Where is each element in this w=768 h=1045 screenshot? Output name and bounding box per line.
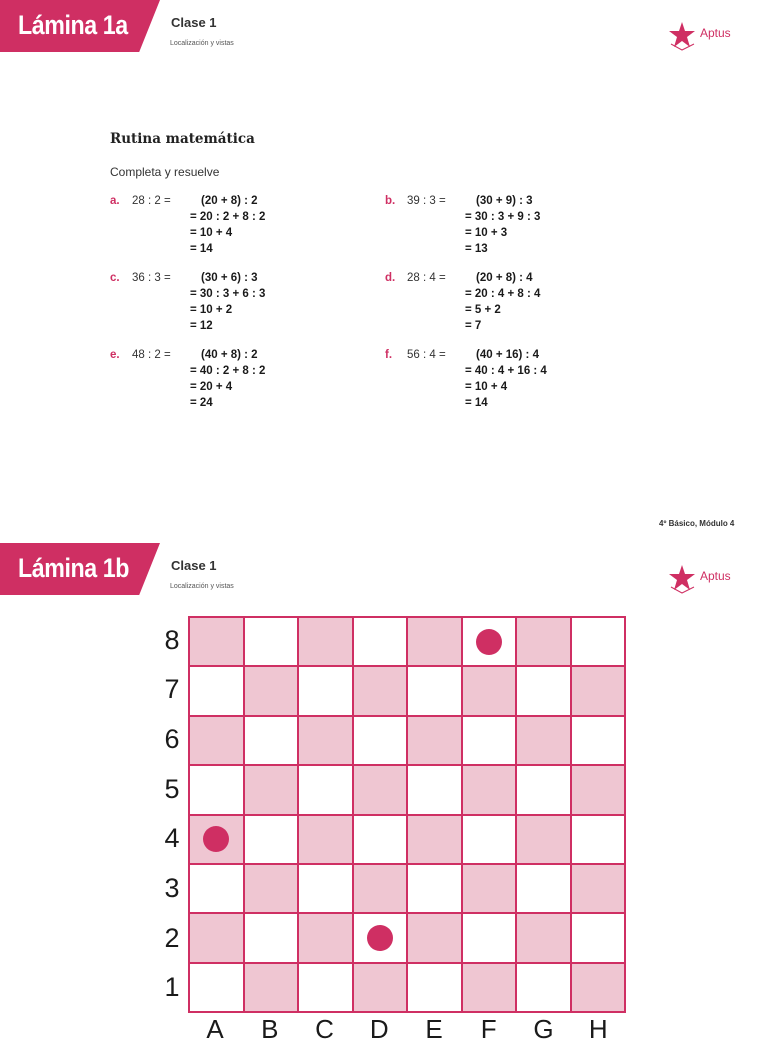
clase-subtitle: Localización y vistas (170, 40, 234, 47)
grid-cell-H6 (571, 716, 626, 765)
step: (40 + 16) : 4 (476, 349, 539, 361)
grid-cell-G3 (516, 864, 571, 913)
exercise-steps (465, 193, 540, 257)
grid-cell-B3 (244, 864, 299, 913)
aptus-logo-text: Aptus (700, 26, 731, 40)
column-label: B (261, 1014, 279, 1044)
section-title: Rutina matemática (110, 131, 255, 147)
exercise-problem: 56 : 4 = (407, 349, 446, 361)
grid-cell-C2 (298, 913, 353, 962)
step: (40 + 8) : 2 (201, 349, 258, 361)
grid-cell-F1 (462, 963, 517, 1012)
grid-cell-B8 (244, 617, 299, 666)
step: = 7 (465, 320, 482, 332)
grid-cell-E7 (407, 666, 462, 715)
exercise-steps (465, 270, 540, 334)
step: = 13 (465, 243, 488, 255)
exercise-letter: c. (110, 272, 120, 284)
grid-cell-F2 (462, 913, 517, 962)
exercise-steps (190, 270, 265, 334)
footer-course: 4º Básico, Módulo 4 (659, 519, 735, 528)
step: = 10 + 3 (465, 227, 508, 239)
grid-cell-E5 (407, 765, 462, 814)
step: (20 + 8) : 4 (476, 272, 533, 284)
grid-cell-C5 (298, 765, 353, 814)
grid-cell-F3 (462, 864, 517, 913)
grid-cell-H1 (571, 963, 626, 1012)
grid-cell-A7 (189, 666, 244, 715)
row-label: 6 (164, 724, 180, 755)
marker-dot-D2 (367, 925, 393, 951)
clase-subtitle: Localización y vistas (170, 583, 234, 590)
exercise-letter: a. (110, 195, 120, 207)
grid-cell-D8 (353, 617, 408, 666)
grid-cell-H4 (571, 815, 626, 864)
grid-cell-F8 (462, 617, 517, 666)
column-label: C (315, 1014, 334, 1044)
instruction: Completa y resuelve (110, 165, 220, 179)
exercise-letter: d. (385, 272, 396, 284)
grid-cell-E4 (407, 815, 462, 864)
grid-cell-A4 (189, 815, 244, 864)
grid-cell-H7 (571, 666, 626, 715)
column-label: D (369, 1014, 389, 1044)
grid-cell-D3 (353, 864, 408, 913)
grid-cell-A6 (189, 716, 244, 765)
grid-cell-G1 (516, 963, 571, 1012)
column-label: A (206, 1014, 224, 1044)
clase-label: Clase 1 (171, 558, 217, 573)
step: = 20 : 2 + 8 : 2 (190, 211, 266, 223)
grid-cell-A3 (189, 864, 244, 913)
grid-cell-G7 (516, 666, 571, 715)
grid-cell-D4 (353, 815, 408, 864)
grid-cell-G8 (516, 617, 571, 666)
grid-cell-B1 (244, 963, 299, 1012)
grid-cell-G5 (516, 765, 571, 814)
clase-label: Clase 1 (171, 15, 217, 30)
row-label: 1 (164, 972, 180, 1003)
grid-cell-E2 (407, 913, 462, 962)
exercise-steps (190, 347, 265, 411)
step: = 14 (190, 243, 213, 255)
step: = 10 + 4 (465, 381, 508, 393)
step: = 40 : 2 + 8 : 2 (190, 365, 266, 377)
exercise-problem: 28 : 4 = (407, 272, 446, 284)
grid-cell-B7 (244, 666, 299, 715)
grid-cell-C3 (298, 864, 353, 913)
grid-cell-H3 (571, 864, 626, 913)
grid-cell-G2 (516, 913, 571, 962)
grid-cell-F5 (462, 765, 517, 814)
coordinate-grid (188, 616, 626, 1013)
exercise-problem: 36 : 3 = (132, 272, 171, 284)
grid-cell-C6 (298, 716, 353, 765)
grid-cell-D5 (353, 765, 408, 814)
grid-cell-B6 (244, 716, 299, 765)
exercise-letter: e. (110, 349, 120, 361)
step: = 10 + 4 (190, 227, 233, 239)
grid-cell-C7 (298, 666, 353, 715)
step: = 5 + 2 (465, 304, 501, 316)
row-label: 7 (164, 674, 180, 705)
exercise-problem: 28 : 2 = (132, 195, 171, 207)
step: (30 + 6) : 3 (201, 272, 258, 284)
column-label: H (588, 1014, 608, 1044)
grid-cell-D2 (353, 913, 408, 962)
grid-cell-D6 (353, 716, 408, 765)
banner-title: Lámina 1b (18, 553, 129, 583)
step: = 20 : 4 + 8 : 4 (465, 288, 541, 300)
step: = 40 : 4 + 16 : 4 (465, 365, 547, 377)
grid-cell-E3 (407, 864, 462, 913)
row-label: 8 (164, 624, 180, 655)
grid-cell-E1 (407, 963, 462, 1012)
exercise-steps (190, 193, 265, 257)
grid-cell-D7 (353, 666, 408, 715)
grid-cell-C8 (298, 617, 353, 666)
grid-cell-D1 (353, 963, 408, 1012)
row-label: 3 (164, 872, 180, 903)
step: = 20 + 4 (190, 381, 233, 393)
exercise-problem: 48 : 2 = (132, 349, 171, 361)
grid-cell-F6 (462, 716, 517, 765)
exercise-steps (465, 347, 547, 411)
grid-cell-H5 (571, 765, 626, 814)
grid-cell-A2 (189, 913, 244, 962)
step: (30 + 9) : 3 (476, 195, 533, 207)
step: = 30 : 3 + 9 : 3 (465, 211, 541, 223)
grid-cell-G6 (516, 716, 571, 765)
grid-cell-C1 (298, 963, 353, 1012)
grid-cell-F7 (462, 666, 517, 715)
grid-cell-F4 (462, 815, 517, 864)
column-label: G (533, 1014, 554, 1044)
step: = 24 (190, 397, 213, 409)
exercise-letter: b. (385, 195, 396, 207)
row-label: 4 (164, 823, 180, 854)
column-label: F (480, 1014, 497, 1044)
grid-cell-H2 (571, 913, 626, 962)
marker-dot-F8 (476, 629, 502, 655)
column-label: E (425, 1014, 443, 1044)
grid-cell-B4 (244, 815, 299, 864)
step: (20 + 8) : 2 (201, 195, 258, 207)
grid-cell-B5 (244, 765, 299, 814)
exercise-letter: f. (385, 349, 393, 361)
row-label: 5 (164, 773, 180, 804)
step: = 14 (465, 397, 488, 409)
grid-cell-B2 (244, 913, 299, 962)
marker-dot-A4 (203, 826, 229, 852)
aptus-logo-text: Aptus (700, 569, 731, 583)
grid-cell-G4 (516, 815, 571, 864)
grid-cell-A8 (189, 617, 244, 666)
grid-cell-H8 (571, 617, 626, 666)
step: = 12 (190, 320, 213, 332)
grid-cell-E6 (407, 716, 462, 765)
grid-cell-E8 (407, 617, 462, 666)
banner-title: Lámina 1a (18, 10, 128, 40)
row-label: 2 (164, 922, 180, 953)
step: = 30 : 3 + 6 : 3 (190, 288, 266, 300)
grid-cell-A5 (189, 765, 244, 814)
grid-cell-A1 (189, 963, 244, 1012)
grid-cell-C4 (298, 815, 353, 864)
exercise-problem: 39 : 3 = (407, 195, 446, 207)
step: = 10 + 2 (190, 304, 233, 316)
